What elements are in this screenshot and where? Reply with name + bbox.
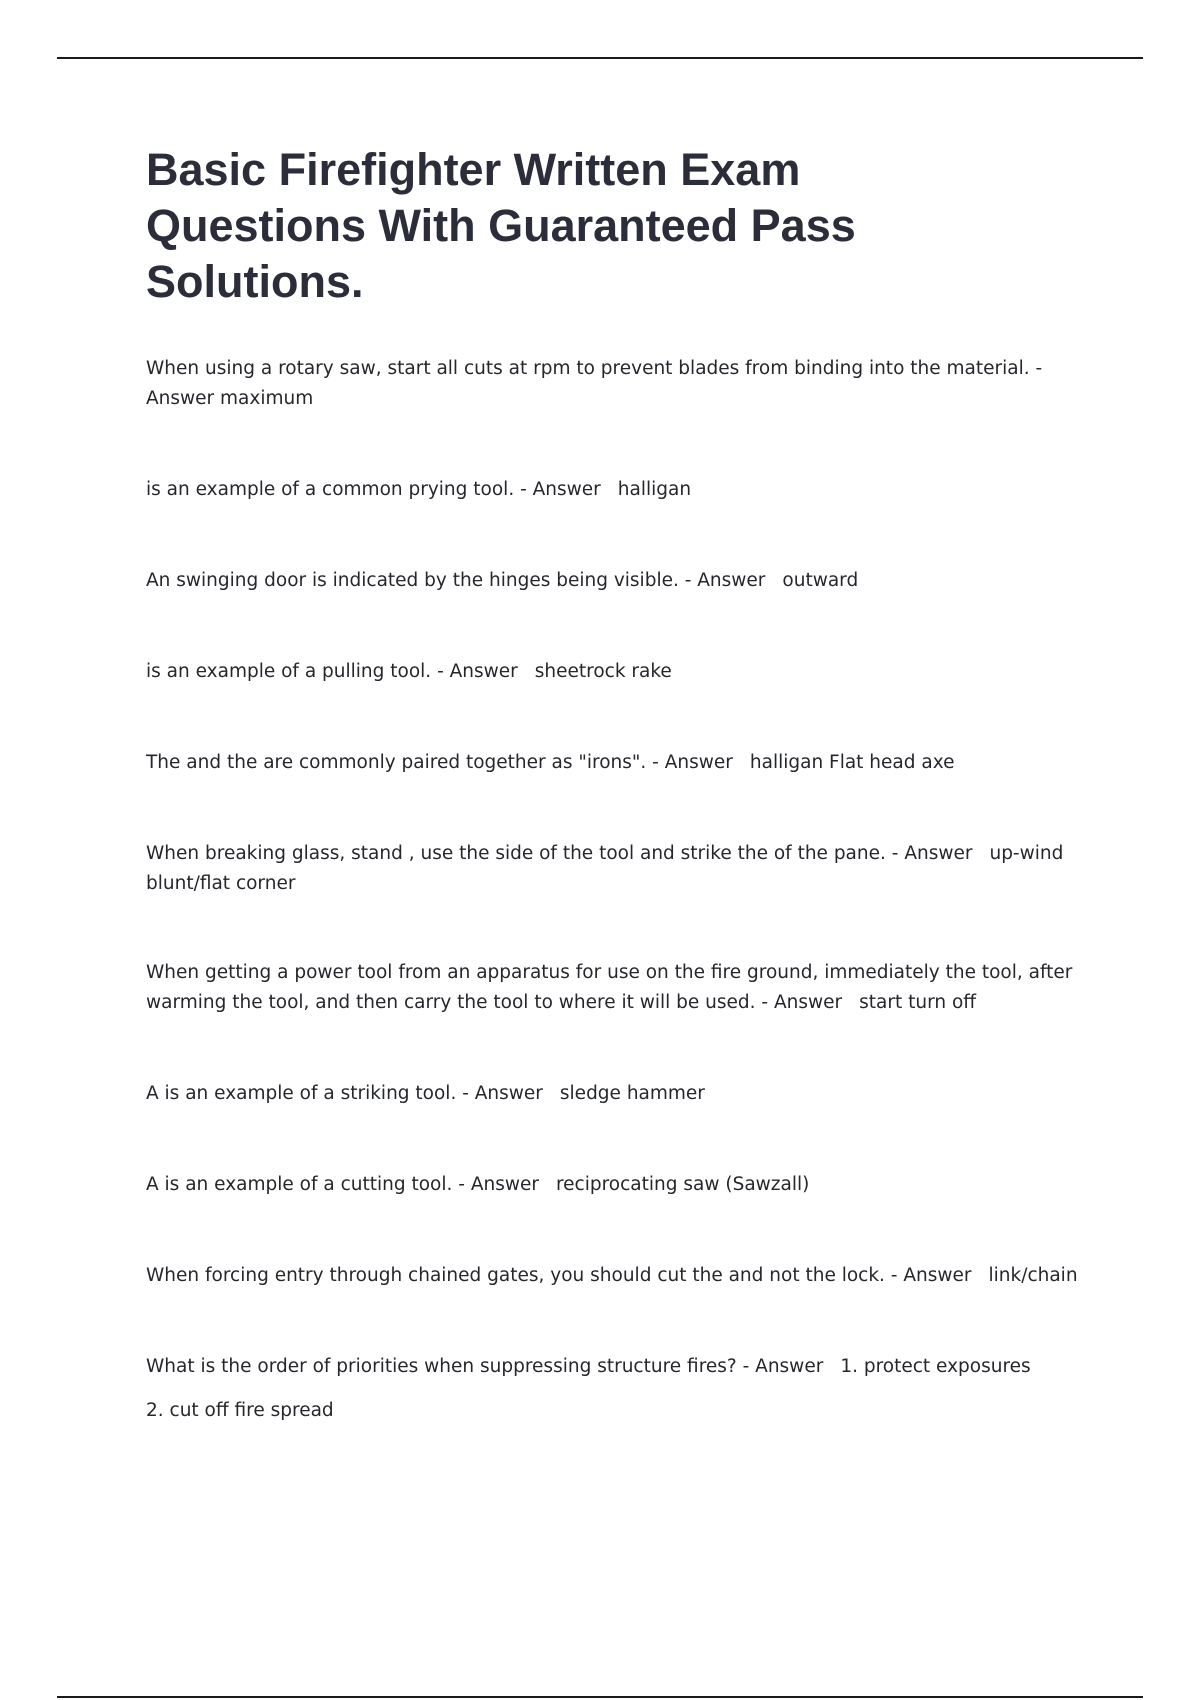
qa-item — [146, 1170, 1106, 1200]
qa-item — [146, 839, 1106, 899]
answer-text: reciprocating saw (Sawzall) — [555, 1174, 810, 1195]
question-text: When using a rotary saw, start all cuts at rpm to prevent blades from binding into the material. - Answer — [146, 358, 1043, 409]
answer-text: up-wind blunt/flat corner — [146, 843, 1064, 894]
answer-text: 1. protect exposures — [840, 1356, 1031, 1377]
question-text: The and the are commonly paired together as "irons". - Answer — [146, 752, 733, 773]
question-text: What is the order of priorities when suppressing structure fires? - Answer — [146, 1356, 824, 1377]
answer-text: halligan — [617, 479, 692, 500]
answer-text: maximum — [220, 388, 314, 409]
answer-text: sledge hammer — [559, 1083, 705, 1104]
qa-item — [146, 657, 1106, 687]
document-body — [146, 142, 1106, 1421]
question-text: When getting a power tool from an apparatus for use on the fire ground, immediately the tool, after warming the tool, and then carry the tool to where it will be used. - Answer — [146, 962, 1073, 1013]
answer-text: start turn off — [859, 992, 977, 1013]
question-text: A is an example of a cutting tool. - Answer — [146, 1174, 539, 1195]
qa-item — [146, 1079, 1106, 1109]
qa-item — [146, 475, 1106, 505]
question-text: An swinging door is indicated by the hinges being visible. - Answer — [146, 570, 766, 591]
answer-text: outward — [782, 570, 859, 591]
answer-continuation: 2. cut off fire spread — [146, 1400, 334, 1421]
document-title — [146, 142, 1106, 310]
question-text: When forcing entry through chained gates, you should cut the and not the lock. - Answer — [146, 1265, 972, 1286]
qa-item — [146, 354, 1106, 414]
question-text: When breaking glass, stand , use the side of the tool and strike the of the pane. - Answer — [146, 843, 973, 864]
answer-text: sheetrock rake — [534, 661, 672, 682]
question-text: A is an example of a striking tool. - Answer — [146, 1083, 543, 1104]
title-line: Basic Firefighter Written Exam — [146, 144, 801, 195]
qa-item — [146, 958, 1106, 1018]
qa-item — [146, 1352, 1106, 1426]
question-text: is an example of a pulling tool. - Answer — [146, 661, 518, 682]
top-rule — [57, 57, 1143, 59]
title-line: Questions With Guaranteed Pass — [146, 200, 856, 251]
answer-text: halligan Flat head axe — [749, 752, 955, 773]
question-text: is an example of a common prying tool. - Answer — [146, 479, 601, 500]
qa-item — [146, 1261, 1106, 1291]
answer-text: link/chain — [988, 1265, 1078, 1286]
bottom-rule — [57, 1696, 1143, 1698]
qa-item — [146, 566, 1106, 596]
qa-item — [146, 748, 1106, 778]
title-line: Solutions. — [146, 256, 364, 307]
